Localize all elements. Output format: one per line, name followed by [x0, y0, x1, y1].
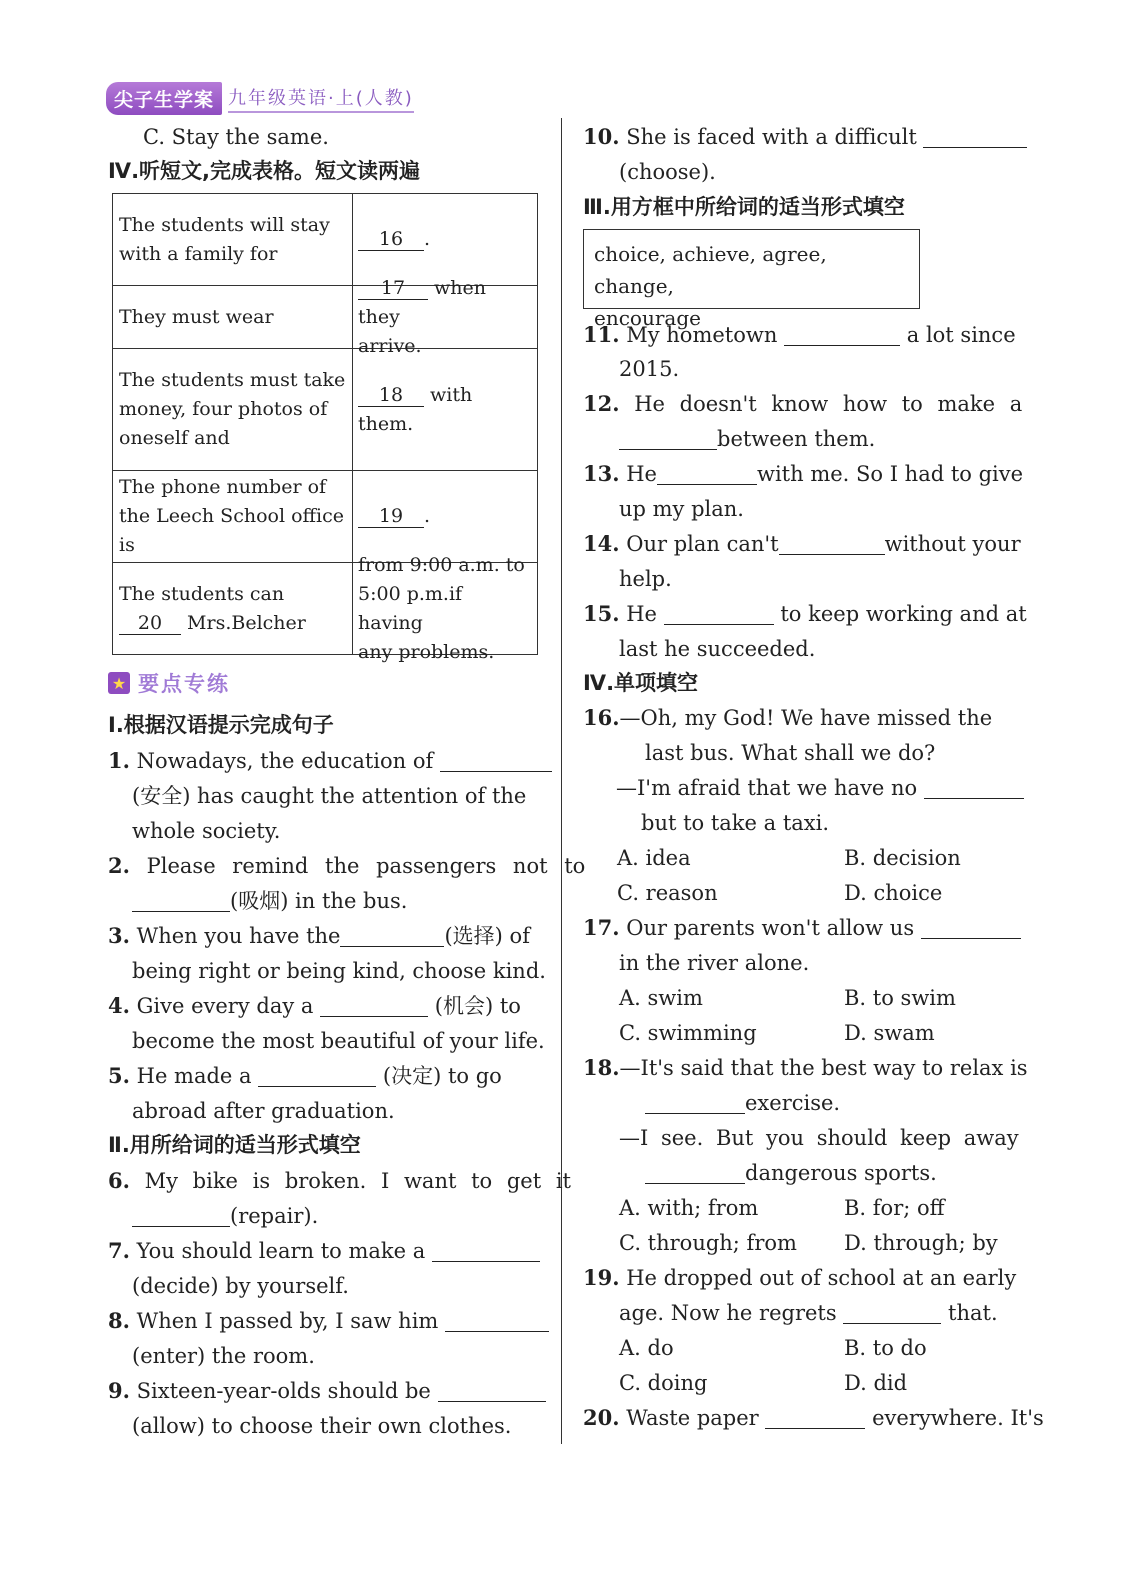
- question-13: 13. He with me. So I had to give: [583, 461, 1024, 486]
- blank-5[interactable]: [258, 1064, 376, 1087]
- section-3-title: Ⅲ.用方框中所给词的适当形式填空: [583, 195, 905, 219]
- table-row: The students must take money, four photos of oneself and 18 with them.: [113, 349, 537, 471]
- question-5-line: abroad after graduation.: [132, 1099, 395, 1123]
- question-11: 11. My hometown a lot since: [583, 322, 1016, 347]
- question-17: 17. Our parents won't allow us: [583, 913, 1021, 943]
- section-1-title: Ⅰ.根据汉语提示完成句子: [108, 713, 334, 737]
- blank-19[interactable]: [843, 1301, 941, 1324]
- answer-blank-18[interactable]: 18: [358, 384, 424, 407]
- option-18d[interactable]: D. through; by: [844, 1231, 998, 1255]
- blank-12[interactable]: [619, 427, 717, 450]
- table-row: The students will stay with a family for 16 .: [113, 194, 537, 286]
- blank-14[interactable]: [779, 532, 885, 555]
- blank-7[interactable]: [432, 1239, 540, 1262]
- question-1-line: whole society.: [132, 819, 281, 843]
- question-20: 20. Waste paper everywhere. It's: [583, 1405, 1044, 1430]
- question-9-line: (allow) to choose their own clothes.: [132, 1414, 512, 1438]
- option-17c[interactable]: C. swimming: [619, 1021, 757, 1045]
- listening-table: [112, 193, 538, 663]
- star-icon: ★: [108, 672, 130, 694]
- option-18b[interactable]: B. for; off: [844, 1196, 945, 1220]
- blank-6[interactable]: [132, 1204, 230, 1227]
- option-16b[interactable]: B. decision: [844, 846, 961, 870]
- question-1: 1. Nowadays, the education of: [108, 746, 552, 776]
- option-16a[interactable]: A. idea: [617, 846, 691, 870]
- question-15: 15. He to keep working and at: [583, 601, 1027, 626]
- question-4: 4. Give every day a (机会) to: [108, 993, 521, 1018]
- option-16c[interactable]: C. reason: [617, 881, 718, 905]
- option-19b[interactable]: B. to do: [844, 1336, 927, 1360]
- question-4-line: become the most beautiful of your life.: [132, 1029, 545, 1053]
- blank-2[interactable]: [132, 889, 230, 912]
- column-divider: [561, 118, 562, 1444]
- question-3-line: being right or being kind, choose kind.: [132, 959, 546, 983]
- blank-4[interactable]: [320, 994, 428, 1017]
- blank-1[interactable]: [440, 749, 552, 772]
- question-5: 5. He made a (决定) to go: [108, 1063, 502, 1088]
- blank-11[interactable]: [784, 323, 900, 346]
- question-2: 2. Please remind the passengers not to: [108, 853, 586, 878]
- question-14: 14. Our plan can't without your: [583, 531, 1021, 556]
- question-1-line: (安全) has caught the attention of the: [132, 784, 527, 808]
- blank-16[interactable]: [924, 776, 1024, 799]
- table-cell-text: The students will stay: [119, 213, 330, 236]
- question-6-line: (repair).: [132, 1201, 318, 1231]
- question-6: 6. My bike is broken. I want to get it: [108, 1168, 571, 1193]
- question-14-line: help.: [619, 567, 672, 591]
- question-18: 18.—It's said that the best way to relax is: [583, 1055, 1028, 1080]
- question-16: 16.—Oh, my God! We have missed the: [583, 705, 993, 730]
- page-header: [106, 83, 414, 113]
- blank-17[interactable]: [921, 916, 1021, 939]
- blank-13[interactable]: [657, 462, 757, 485]
- word-box: [583, 229, 920, 330]
- brand-logo: 尖子生学案: [106, 82, 222, 115]
- question-7-line: (decide) by yourself.: [132, 1274, 349, 1298]
- answer-blank-19[interactable]: 19: [358, 505, 424, 528]
- question-13-line: up my plan.: [619, 497, 744, 521]
- section-2-title: Ⅱ.用所给词的适当形式填空: [108, 1133, 361, 1157]
- blank-18b[interactable]: [645, 1161, 745, 1184]
- blank-10[interactable]: [923, 125, 1027, 148]
- blank-20[interactable]: [765, 1406, 865, 1429]
- table-row: They must wear 17 when they arrive.: [113, 286, 537, 349]
- option-17d[interactable]: D. swam: [844, 1021, 935, 1045]
- option-19c[interactable]: C. doing: [619, 1371, 708, 1395]
- question-3: 3. When you have the (选择) of: [108, 923, 530, 948]
- option-16d[interactable]: D. choice: [844, 881, 943, 905]
- table-cell-text: They must wear: [119, 305, 274, 328]
- blank-8[interactable]: [445, 1309, 549, 1332]
- question-18-line: —I see. But you should keep away: [619, 1126, 1019, 1150]
- question-16-line: —I'm afraid that we have no: [616, 773, 1024, 803]
- option-19a[interactable]: A. do: [619, 1336, 674, 1360]
- table-row: The phone number of the Leech School office is 19 .: [113, 471, 537, 563]
- section-4-listening-title: Ⅳ.听短文,完成表格。短文读两遍: [108, 159, 421, 183]
- question-11-line: 2015.: [619, 357, 680, 381]
- question-8-line: (enter) the room.: [132, 1344, 315, 1368]
- table-row: The students can 20 Mrs.Belcher from 9:00 a.m. to 5:00 p.m.if having any problems.: [113, 563, 537, 655]
- question-16-line: but to take a taxi.: [641, 811, 830, 835]
- carry-option: C. Stay the same.: [143, 125, 329, 149]
- question-19: 19. He dropped out of school at an early: [583, 1265, 1017, 1290]
- answer-blank-16[interactable]: 16: [358, 228, 424, 251]
- question-18-line: dangerous sports.: [645, 1158, 937, 1188]
- option-17b[interactable]: B. to swim: [844, 986, 956, 1010]
- question-8: 8. When I passed by, I saw him: [108, 1306, 549, 1336]
- question-7: 7. You should learn to make a: [108, 1236, 540, 1266]
- question-12: 12. He doesn't know how to make a: [583, 391, 1023, 416]
- option-19d[interactable]: D. did: [844, 1371, 908, 1395]
- question-9: 9. Sixteen-year-olds should be: [108, 1376, 546, 1406]
- blank-9[interactable]: [438, 1379, 546, 1402]
- question-12-line: between them.: [619, 424, 875, 454]
- blank-18a[interactable]: [645, 1091, 745, 1114]
- section-4-title: Ⅳ.单项填空: [583, 671, 699, 695]
- question-17-line: in the river alone.: [619, 951, 810, 975]
- book-subtitle: 九年级英语·上(人教): [228, 84, 414, 113]
- answer-blank-20[interactable]: 20: [119, 612, 181, 635]
- table-cell-text: with a family for: [119, 242, 278, 265]
- question-15-line: last he succeeded.: [619, 637, 816, 661]
- question-16-line: last bus. What shall we do?: [645, 741, 936, 765]
- question-2-line: (吸烟) in the bus.: [132, 886, 407, 916]
- question-18-line: exercise.: [645, 1088, 840, 1118]
- question-10-line: (choose).: [619, 160, 716, 184]
- question-19-line: age. Now he regrets that.: [619, 1301, 998, 1325]
- word-box-line: choice, achieve, agree, change,: [594, 242, 827, 298]
- option-17a[interactable]: A. swim: [619, 986, 703, 1010]
- word-box-line: encourage: [594, 306, 701, 330]
- keypoint-heading: ★ 要点专练: [108, 668, 230, 698]
- blank-3[interactable]: [340, 924, 444, 947]
- answer-blank-17[interactable]: 17: [358, 277, 428, 300]
- option-18a[interactable]: A. with; from: [619, 1196, 759, 1220]
- question-10: 10. She is faced with a difficult: [583, 122, 1027, 152]
- blank-15[interactable]: [664, 602, 774, 625]
- option-18c[interactable]: C. through; from: [619, 1231, 797, 1255]
